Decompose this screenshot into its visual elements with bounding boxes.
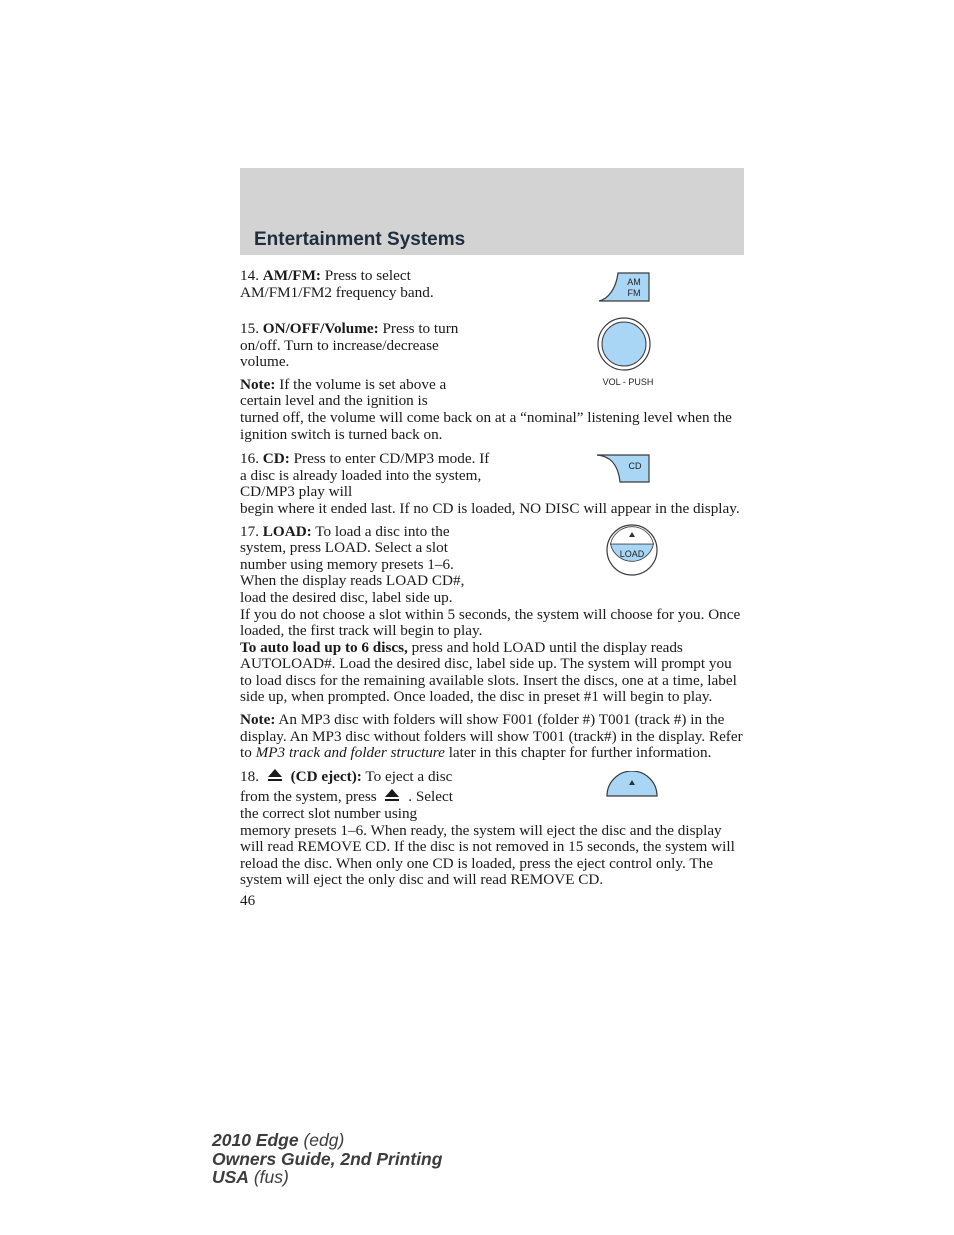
document-footer <box>212 1131 442 1187</box>
cd-button-icon <box>596 454 652 484</box>
page-number: 46 <box>240 892 256 909</box>
load-paragraph-b: If you do not choose a slot within 5 seconds, the system will choose for you. Once loaded, the first track will begin to play. <box>240 605 741 640</box>
load-paragraph-a: 17. LOAD: To load a disc into the system, press LOAD. Select a slot number using memory presets 1–6. When the display reads LOAD CD#, load the desired disc, label side up. <box>240 522 465 606</box>
eject-label: (CD eject): <box>290 767 362 785</box>
load-button-icon <box>604 524 660 578</box>
item-onoff <box>240 321 744 443</box>
svg-text:LOAD: LOAD <box>619 548 645 559</box>
eject-button-icon <box>604 771 660 799</box>
item-eject <box>240 768 744 889</box>
amfm-paragraph: 14. AM/FM: Press to select AM/FM1/FM2 frequency band. <box>240 267 434 301</box>
item-amfm <box>240 268 744 312</box>
eject-icon <box>384 788 400 802</box>
svg-text:AM: AM <box>627 277 641 287</box>
eject-line-2: from the system, press . Select <box>240 788 453 806</box>
amfm-label: AM/FM: <box>262 267 321 284</box>
mp3-note <box>240 712 744 762</box>
item-load <box>240 524 744 707</box>
onoff-note-a: Note: If the volume is set above a certain level and the ignition is <box>240 375 447 410</box>
section-header-band <box>240 168 744 255</box>
svg-text:VOL - PUSH: VOL - PUSH <box>602 377 654 387</box>
footer-line-1: 2010 Edge (edg) <box>212 1130 345 1150</box>
eject-line-3: the correct slot number using <box>240 805 418 823</box>
load-label: LOAD: <box>262 522 312 540</box>
cd-paragraph-b: begin where it ended last. If no CD is loaded, NO DISC will appear in the display. <box>240 499 740 517</box>
page-content <box>240 268 744 910</box>
eject-line-1: 18. (CD eject): To eject a disc <box>240 767 453 785</box>
footer-line-3: USA (fus) <box>212 1167 289 1187</box>
onoff-label: ON/OFF/Volume: <box>262 320 379 337</box>
onoff-note-b: turned off, the volume will come back on at a “nominal” listening level when the ignition switch is turned back on. <box>240 408 732 443</box>
footer-line-2: Owners Guide, 2nd Printing <box>212 1148 443 1169</box>
volume-knob-icon <box>594 317 664 389</box>
section-title: Entertainment Systems <box>254 229 466 250</box>
eject-icon <box>267 768 283 782</box>
item-cd <box>240 451 744 517</box>
svg-text:CD: CD <box>628 461 642 472</box>
eject-paragraph: memory presets 1–6. When ready, the system will eject the disc and the display will read REMOVE CD. If the disc is not removed in 15 seconds, the system will reload the disc. When only one CD is loaded, press the eject control only. The system will eject the only disc and will read REMOVE CD. <box>240 821 735 889</box>
svg-text:FM: FM <box>627 288 641 298</box>
autoload-paragraph: To auto load up to 6 discs, press and hold LOAD until the display reads AUTOLOAD#. Load the desired disc, label side up. The system will prompt you to load discs for the remaining available slots. Insert the discs, one at a time, label side up, when prompted. Once loaded, the disc in preset #1 will begin to play. <box>240 638 737 706</box>
mp3-structure-reference: MP3 track and folder structure <box>255 744 445 762</box>
cd-paragraph-a: 16. CD: Press to enter CD/MP3 mode. If a disc is already loaded into the system, CD/MP3 play will <box>240 450 490 501</box>
mp3-note-paragraph: Note: An MP3 disc with folders will show F001 (folder #) T001 (track #) in the display. An MP3 disc without folders will show T001 (track#) in the display. Refer to MP3 track and folder structure later in this chapter for further information. <box>240 711 743 762</box>
onoff-paragraph: 15. ON/OFF/Volume: Press to turn on/off. Turn to increase/decrease volume. <box>240 320 459 371</box>
cd-label: CD: <box>262 450 290 468</box>
amfm-button-icon <box>598 272 652 302</box>
